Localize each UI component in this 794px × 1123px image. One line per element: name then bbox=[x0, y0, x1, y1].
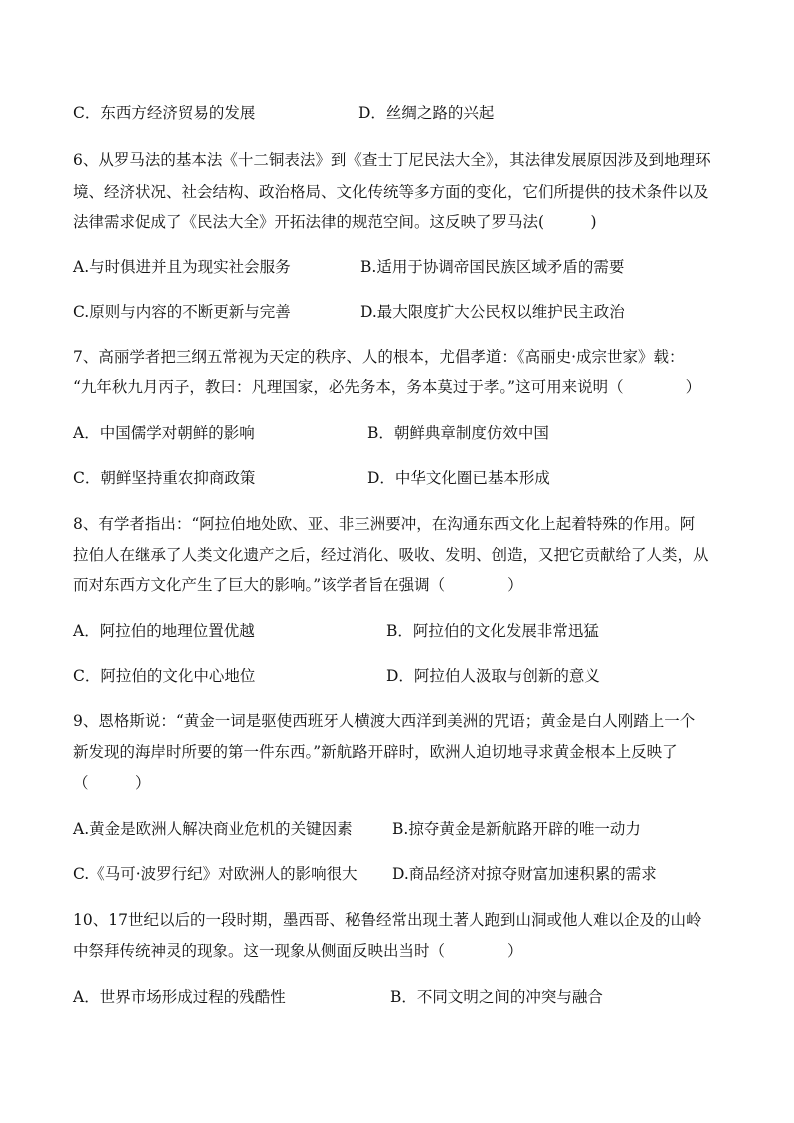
q9-stem-line-1: 9、恩格斯说：“黄金一词是驱使西班牙人横渡大西洋到美洲的咒语；黄金是白人刚踏上一个 bbox=[73, 712, 696, 730]
q9-stem-line-3: （ ） bbox=[73, 774, 151, 792]
q6-stem-line-2: 境、经济状况、社会结构、政治格局、文化传统等多方面的变化，它们所提供的技术条件以及 bbox=[73, 183, 709, 201]
q8-option-b[interactable]: B．阿拉伯的文化发展非常迅猛 bbox=[386, 622, 599, 640]
q5-option-c[interactable]: C．东西方经济贸易的发展 bbox=[73, 104, 256, 122]
q7-stem-line-2: “九年秋九月丙子，教曰：凡理国家，必先务本，务本莫过于孝。”这可用来说明（ ） bbox=[73, 378, 702, 396]
q8-stem-line-2: 拉伯人在继承了人类文化遗产之后，经过消化、吸收、发明、创造，又把它贡献给了人类，从 bbox=[73, 546, 709, 564]
q9-option-b[interactable]: B.掠夺黄金是新航路开辟的唯一动力 bbox=[392, 820, 641, 838]
q8-stem-line-3: 而对东西方文化产生了巨大的影响。”该学者旨在强调（ ） bbox=[73, 576, 523, 594]
q5-option-d[interactable]: D．丝绸之路的兴起 bbox=[358, 104, 495, 122]
q9-option-d[interactable]: D.商品经济对掠夺财富加速积累的需求 bbox=[392, 865, 657, 883]
q6-stem-line-1: 6、从罗马法的基本法《十二铜表法》到《查士丁尼民法大全》，其法律发展原因涉及到地理环 bbox=[73, 151, 711, 169]
q6-stem-line-3: 法律需求促成了《民法大全》开拓法律的规范空间。这反映了罗马法( ) bbox=[73, 213, 597, 231]
q9-stem-line-2: 新发现的海岸时所要的第一件东西。”新航路开辟时，欧洲人迫切地寻求黄金根本上反映了 bbox=[73, 743, 678, 761]
q8-option-a[interactable]: A．阿拉伯的地理位置优越 bbox=[73, 622, 255, 640]
q8-stem-line-1: 8、有学者指出：“阿拉伯地处欧、亚、非三洲要冲，在沟通东西文化上起着特殊的作用。阿 bbox=[73, 515, 696, 533]
q6-option-a[interactable]: A.与时俱进并且为现实社会服务 bbox=[73, 258, 291, 276]
q6-option-c[interactable]: C.原则与内容的不断更新与完善 bbox=[73, 303, 291, 321]
q7-option-c[interactable]: C．朝鲜坚持重农抑商政策 bbox=[73, 469, 256, 487]
q7-option-a[interactable]: A．中国儒学对朝鲜的影响 bbox=[73, 424, 255, 442]
q8-option-c[interactable]: C．阿拉伯的文化中心地位 bbox=[73, 667, 256, 685]
q8-option-d[interactable]: D．阿拉伯人汲取与创新的意义 bbox=[386, 667, 600, 685]
q10-stem-line-2: 中祭拜传统神灵的现象。这一现象从侧面反映出当时（ ） bbox=[73, 942, 523, 960]
q10-option-b[interactable]: B．不同文明之间的冲突与融合 bbox=[390, 988, 603, 1006]
q9-option-c[interactable]: C.《马可·波罗行纪》对欧洲人的影响很大 bbox=[73, 865, 358, 883]
q10-option-a[interactable]: A．世界市场形成过程的残酷性 bbox=[73, 988, 286, 1006]
q6-option-d[interactable]: D.最大限度扩大公民权以维护民主政治 bbox=[360, 303, 625, 321]
q7-option-d[interactable]: D．中华文化圈已基本形成 bbox=[367, 469, 550, 487]
q10-stem-line-1: 10、17世纪以后的一段时期，墨西哥、秘鲁经常出现土著人跑到山洞或他人难以企及的山岭 bbox=[73, 911, 702, 929]
q6-option-b[interactable]: B.适用于协调帝国民族区域矛盾的需要 bbox=[360, 258, 625, 276]
q9-option-a[interactable]: A.黄金是欧洲人解决商业危机的关键因素 bbox=[73, 820, 353, 838]
q7-option-b[interactable]: B．朝鲜典章制度仿效中国 bbox=[367, 424, 549, 442]
q7-stem-line-1: 7、高丽学者把三纲五常视为天定的秩序、人的根本，尤倡孝道：《高丽史·成宗世家》载： bbox=[73, 348, 685, 366]
